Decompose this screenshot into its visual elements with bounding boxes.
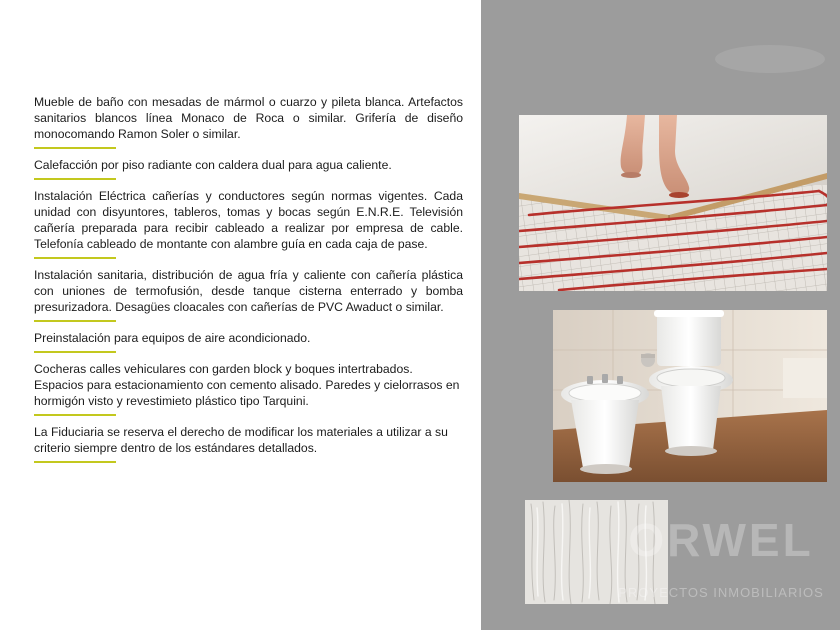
accent-divider — [34, 414, 116, 416]
spec-text-electrical: Instalación Eléctrica cañerías y conductores según normas vigentes. Cada unidad con disyuntores, tableros, tomas y bocas según E.N.R.E. Televisión cañería preparada para recibir cableado a realizar por empresa de cable. Telefonía cableado de montante con alambre guía en cada caja de pase. — [34, 189, 463, 251]
accent-divider — [34, 257, 116, 259]
spec-item — [34, 424, 463, 463]
watermark-tagline: PROYECTOS INMOBILIARIOS — [618, 585, 824, 600]
watermark-logo: ORWEL — [628, 514, 814, 566]
accent-divider — [34, 351, 116, 353]
bathroom-fixtures-photo — [553, 310, 827, 482]
spec-item — [34, 267, 463, 322]
spec-item — [34, 188, 463, 259]
accent-divider — [34, 178, 116, 180]
spec-text-air-conditioning: Preinstalación para equipos de aire acondicionado. — [34, 331, 311, 345]
spec-text-disclaimer: La Fiduciaria se reserva el derecho de modificar los materiales a utilizar a su criterio siempre dentro de los estándares detallados. — [34, 425, 448, 455]
spec-text-heating: Calefacción por piso radiante con caldera dual para agua caliente. — [34, 158, 392, 172]
spec-text-bathroom: Mueble de baño con mesadas de mármol o cuarzo y pileta blanca. Artefactos sanitarios blancos línea Monaco de Roca o similar. Grifería de diseño monocomando Ramon Soler o similar. — [34, 95, 463, 141]
spec-item — [34, 94, 463, 149]
accent-divider — [34, 461, 116, 463]
spec-item — [34, 157, 463, 180]
specifications-list — [34, 94, 463, 471]
accent-divider — [34, 147, 116, 149]
spec-item — [34, 361, 463, 416]
company-watermark — [612, 510, 840, 610]
background-smudge — [715, 45, 825, 73]
spec-item — [34, 330, 463, 353]
radiant-floor-photo — [519, 115, 827, 291]
spec-text-garages: Cocheras calles vehiculares con garden block y boques intertrabados. Espacios para estacionamiento con cemento alisado. Paredes y cielorrasos en hormigón visto y revestimieto plástico tipo Tarquini. — [34, 362, 460, 408]
accent-divider — [34, 320, 116, 322]
spec-text-plumbing: Instalación sanitaria, distribución de agua fría y caliente con cañería plástica con uniones de termofusión, desde tanque cisterna enterrado y bomba presurizadora. Desagües cloacales con cañerías de PVC Awaduct o similar. — [34, 268, 463, 314]
